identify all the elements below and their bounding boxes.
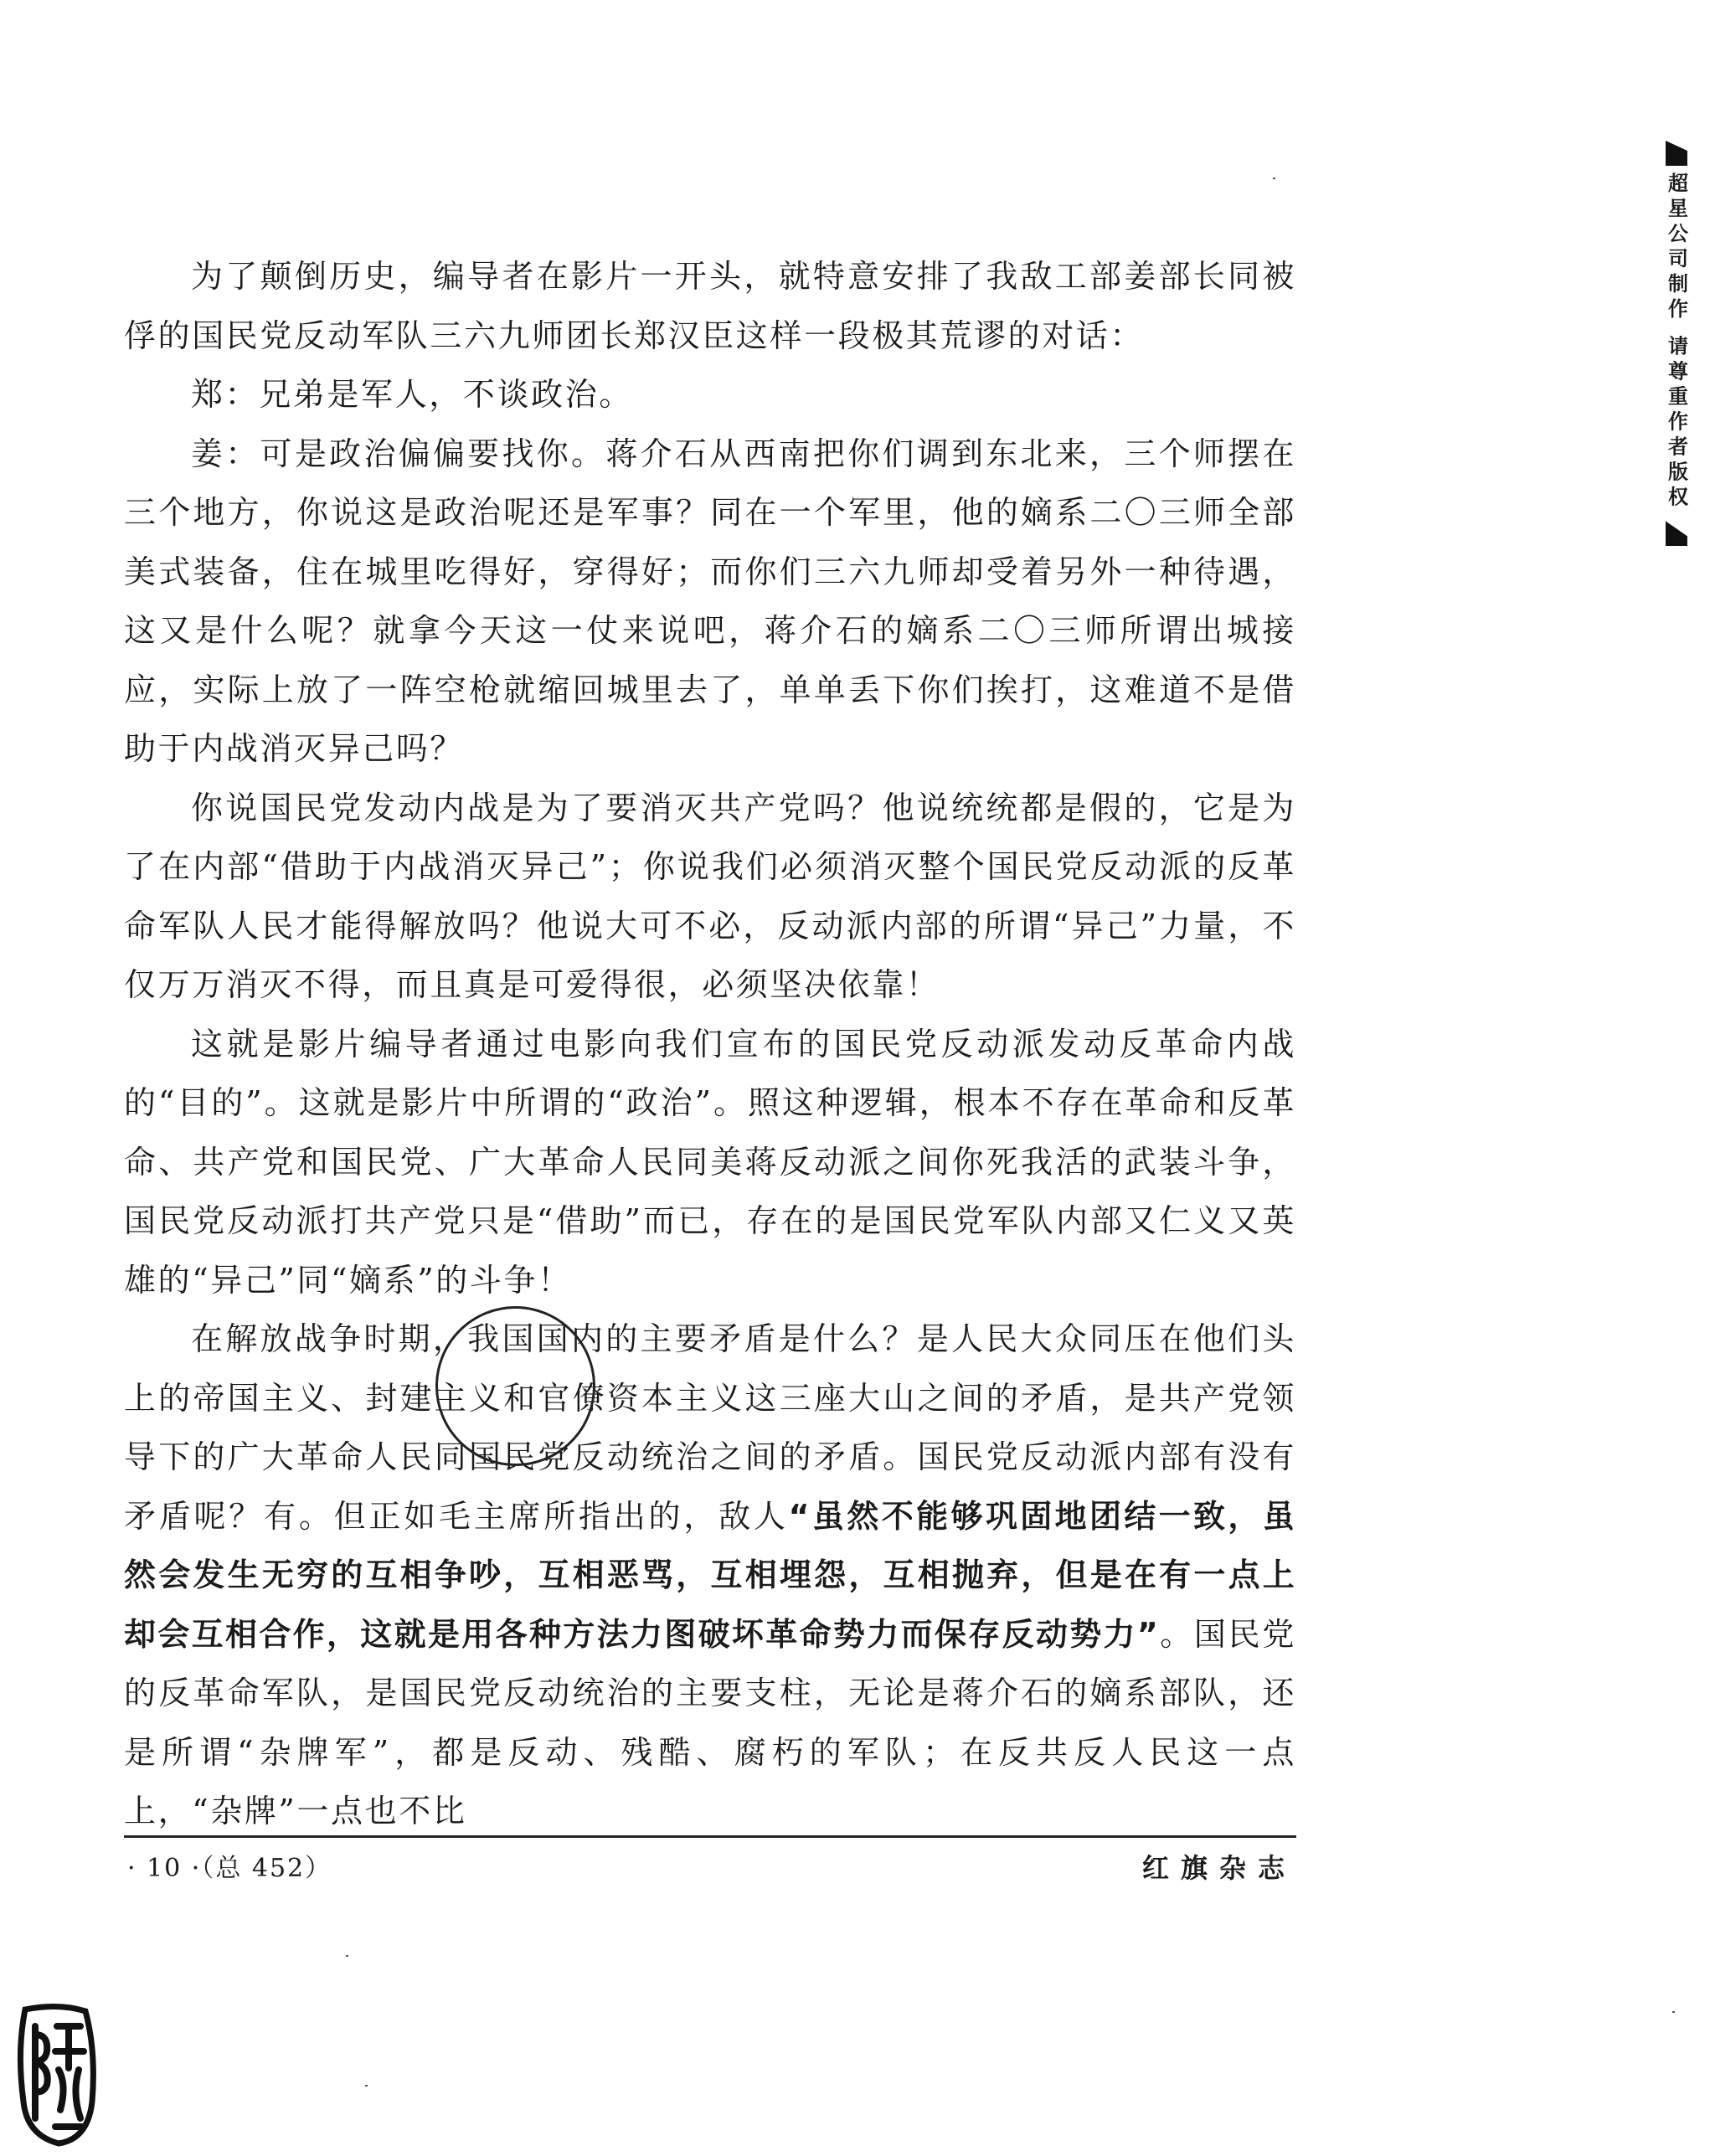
side-copyright-text: 超星公司制作 请尊重作者版权	[1664, 172, 1688, 512]
paragraph-3: 姜：可是政治偏偏要找你。蒋介石从西南把你们调到东北来，三个师摆在三个地方，你说这是政治呢还是军事？同在一个军里，他的嫡系二〇三师全部美式装备，住在城里吃得好，穿得好；而你们三六九师却受着另外一种待遇，这又是什么呢？就拿今天这一仗来说吧，蒋介石的嫡系二〇三师所谓出城接应，实际上放了一阵空枪就缩回城里去了，单单丢下你们挨打，这难道不是借助于内战消灭异己吗？	[124, 435, 1296, 767]
hand-drawn-circle-annotation	[435, 1306, 595, 1466]
paragraph-6-lead: 在解放战争时期，我国国内的主要矛盾是什么？是人民大众同压在他们头上的帝国主义、封建主义和官僚资本主义这三座大山之间的矛盾，是共产党领导下的广大革命人民同国民党反动统治之间的矛盾。国民党反动派内部有没有矛盾呢？有。但正如毛主席所指出的，敌人	[124, 1320, 1296, 1535]
paragraph-4: 你说国民党发动内战是为了要消灭共产党吗？他说统统都是假的，它是为了在内部“借助于内战消灭异己”；你说我们必须消灭整个国民党反动派的反革命军队人民才能得解放吗？他说大可不必，反动派内部的所谓“异己”力量，不仅万万消灭不得，而且真是可爱得很，必须坚决依靠！	[124, 789, 1296, 1003]
footer-journal-name: 红旗杂志	[1141, 1852, 1296, 1884]
scan-speck	[1672, 2011, 1675, 2013]
page-body	[124, 247, 1296, 1841]
scan-speck	[365, 2085, 368, 2087]
mao-quotation: “虽然不能够巩固地团结一致，虽然会发生无穷的互相争吵，互相恶骂，互相埋怨，互相抛弃，但是在有一点上却会互相合作，这就是用各种方法力图破坏革命势力而保存反动势力”	[124, 1497, 1296, 1653]
paragraph-1: 为了颠倒历史，编导者在影片一开头，就特意安排了我敌工部姜部长同被俘的国民党反动军队三六九师团长郑汉臣这样一段极其荒谬的对话：	[124, 258, 1296, 354]
strip-bottom-bar	[1666, 521, 1687, 546]
paragraph-6-tail: 。国民党的反革命军队，是国民党反动统治的主要支柱，无论是蒋介石的嫡系部队，还是所谓“杂牌军”，都是反动、残酷、腐朽的军队；在反共反人民这一点上，“杂牌”一点也不比	[124, 1615, 1296, 1829]
strip-top-bar	[1666, 141, 1687, 166]
side-copyright-strip	[1660, 141, 1693, 546]
footer-page-number: · 10 ·（总 452）	[127, 1854, 332, 1883]
paragraph-6	[124, 1310, 1296, 1841]
scan-speck	[1273, 178, 1275, 179]
paragraph-5: 这就是影片编导者通过电影向我们宣布的国民党反动派发动反革命内战的“目的”。这就是影片中所谓的“政治”。照这种逻辑，根本不存在革命和反革命、共产党和国民党、广大革命人民同美蒋反动派之间你死我活的武装斗争，国民党反动派打共产党只是“借助”而已，存在的是国民党军队内部又仁义又英雄的“异己”同“嫡系”的斗争！	[124, 1025, 1296, 1299]
library-seal-icon	[8, 2001, 100, 2152]
scan-speck	[346, 1955, 348, 1957]
paragraph-2: 郑：兄弟是军人，不谈政治。	[191, 376, 633, 413]
footer-rule	[124, 1835, 1296, 1838]
